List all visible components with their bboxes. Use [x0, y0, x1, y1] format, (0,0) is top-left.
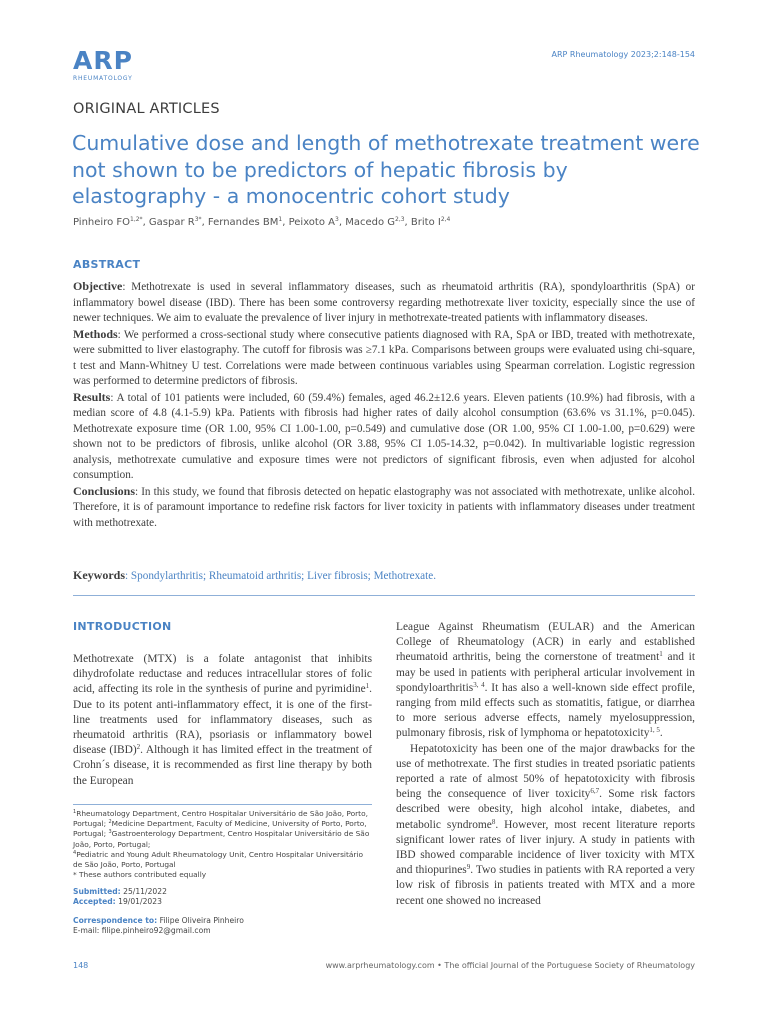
- intro-paragraph: League Against Rheumatism (EULAR) and the American College of Rheumatology (ACR) in early and established rheumatoid arthritis, being the cornerstone of treatment$^1$ and it may be used in patients with peripheral articular involvement in spondyloarthritis$^{3, 4}$. It has also a well-known side effect profile, ranging from mild effects such as stomatitis, fatigue, or diarrhea to more serious adverse effects, namely myelosuppression, pulmonary fibrosis, risk of lymphoma or hepatotoxicity$^{1, 5}$.: [396, 621, 695, 740]
- right-column: [396, 620, 695, 909]
- logo-wordmark: ARP: [73, 46, 133, 75]
- article-title: Cumulative dose and length of methotrexate treatment were not shown to be predictors of hepatic fibrosis by elastography - a monocentric cohort study: [72, 131, 700, 208]
- journal-reference: ARP Rheumatology 2023;2:148-154: [551, 50, 695, 59]
- correspondence: [73, 916, 372, 937]
- affiliation-text: $^1$Rheumatology Department, Centro Hospitalar Universitário de São João, Porto, Portugal; $^2$Medicine Department, Faculty of Medicine, University of Porto, Porto, Portugal; $^3$Gastroenterology Department, Centro Hospitalar Universitário de São João, Porto, Portugal;: [73, 809, 370, 849]
- correspondence-email[interactable]: E-mail: filipe.pinheiro92@gmail.com: [73, 926, 211, 936]
- footer-text[interactable]: www.arprheumatology.com • The official Journal of the Portuguese Society of Rheumatology: [325, 961, 695, 970]
- author: Fernandes $BM^1$: [207, 216, 283, 228]
- affiliations: [73, 809, 372, 880]
- journal-logo: [73, 48, 143, 84]
- abstract-results: Results: A total of 101 patients were included, 60 (59.4%) females, aged 46.2±12.6 years. Eleven patients (10.9%) had fibrosis, with a median score of 4.8 (4.1-5.9) kPa. Patients with fibrosis had higher rates of daily alcohol consumption (63.6% vs 31.1%, p=0.045). Methotrexate exposure time (OR 1.00, 95% CI 1.00-1.00, p=0.549) and cumulative dose (OR 1.00, 95% CI 1.00-1.00, p=0.629) were shown not to be predictors of fibrosis, unlike alcohol (OR 3.88, 95% CI 1.05-14.32, p=0.042). In multivariable logistic regression analysis, methotrexate cumulative and exposure times were not predictors of significant fibrosis, even when adjusted for alcohol consumption.: [73, 389, 695, 481]
- author: Macedo G$^{2,3}$: [345, 216, 405, 228]
- intro-paragraph: Methotrexate (MTX) is a folate antagonist that inhibits dihydrofolate reductase and reduces intracellular stores of folic acid, affecting its role in the synthesis of purine and pyrimidine$^1$. Due to its potent anti-inflammatory effect, it is one of the first-line treatments used for inflammatory diseases, such as rheumatoid arthritis (RA), psoriasis or inflammatory bowel disease (IBD)$^2$. Although it has limited effect in the treatment of Crohn´s disease, it is recommended as first line therapy by both the European: [73, 653, 372, 787]
- section-label: ORIGINAL ARTICLES: [73, 101, 220, 117]
- keywords: Keywords: Spondylarthritis; Rheumatoid arthritis; Liver fibrosis; Methotrexate.: [73, 568, 437, 582]
- correspondence-name: Correspondence to: Filipe Oliveira Pinheiro: [73, 916, 244, 925]
- abstract-body: [73, 279, 695, 531]
- abstract-objective: Objective: Methotrexate is used in several inflammatory diseases, such as rheumatoid arthritis (RA), spondyloarthritis (SpA) or inflammatory bowel disease (IBD). There has been some controversy regarding methotrexate liver toxicity, especially since the use of newer techniques. We aim to evaluate the prevalence of liver injury in methotrexate-treated patients with inflammatory diseases.: [73, 279, 695, 324]
- equal-contribution-note: * These authors contributed equally: [73, 870, 207, 880]
- left-column: [73, 620, 372, 789]
- accepted-date: Accepted: 19/01/2023: [73, 897, 162, 907]
- author: Brito I$^{2,4}$: [410, 216, 451, 228]
- abstract-heading: ABSTRACT: [73, 258, 141, 271]
- article-dates: [73, 887, 372, 908]
- intro-paragraph: Hepatotoxicity has been one of the major drawbacks for the use of methotrexate. The first studies in treated psoriatic patients reported a rate of almost 50% of hepatotoxicity with fibrosis being the consequence of liver toxicity$^{6,7}$. Some risk factors described were obesity, high alcohol intake, diabetes, and metabolic syndrome$^8$. However, most recent literature reports significant lower rates of liver injury. A study in patients with IBD showed comparable incidence of liver toxicity with MTX and thiopurines$^9$. Two studies in patients with RA reported a very low risk of fibrosis in patients treated with MTX and a more recent one showed no increased: [396, 742, 696, 907]
- introduction-heading: INTRODUCTION: [73, 620, 172, 633]
- abstract-conclusions: Conclusions: In this study, we found that fibrosis detected on hepatic elastography was not associated with methotrexate, unlike alcohol. Therefore, it is of paramount importance to redefine risk factors for liver toxicity in patients with inflammatory diseases under treatment with methotrexate.: [73, 483, 695, 529]
- footnote-divider: [73, 804, 372, 805]
- logo-subtitle: RHEUMATOLOGY: [73, 75, 133, 82]
- abstract-methods: Methods: We performed a cross-sectional study where consecutive patients diagnosed with RA, SpA or IBD, treated with methotrexate, were submitted to liver elastography. The cutoff for fibrosis was ≥7.1 kPa. Comparisons between groups were evaluated using chi-square, t test and Mann-Whitney U test. Correlations were made between continuous variables using Spearman correlation. Logistic regression was performed to determine predictors of fibrosis.: [73, 326, 695, 387]
- author-list: Pinheiro $FO^{1,2*}$, Gaspar $R^{3*}$, Fernandes $BM^1$, Peixoto $A^3$, Macedo G$^{2,3}$, Brito I$^{2,4}$: [73, 216, 451, 228]
- submitted-date: Submitted: 25/11/2022: [73, 887, 167, 896]
- section-divider: [73, 595, 695, 596]
- author: Gaspar $R^{3*}$: [148, 216, 202, 228]
- page-number: 148: [73, 961, 89, 970]
- author: Pinheiro $FO^{1,2*}$: [73, 216, 143, 228]
- author: Peixoto $A^3$: [288, 216, 339, 228]
- affiliation-text: $^4$Pediatric and Young Adult Rheumatology Unit, Centro Hospitalar Universitário de São João, Porto, Portugal: [73, 849, 364, 870]
